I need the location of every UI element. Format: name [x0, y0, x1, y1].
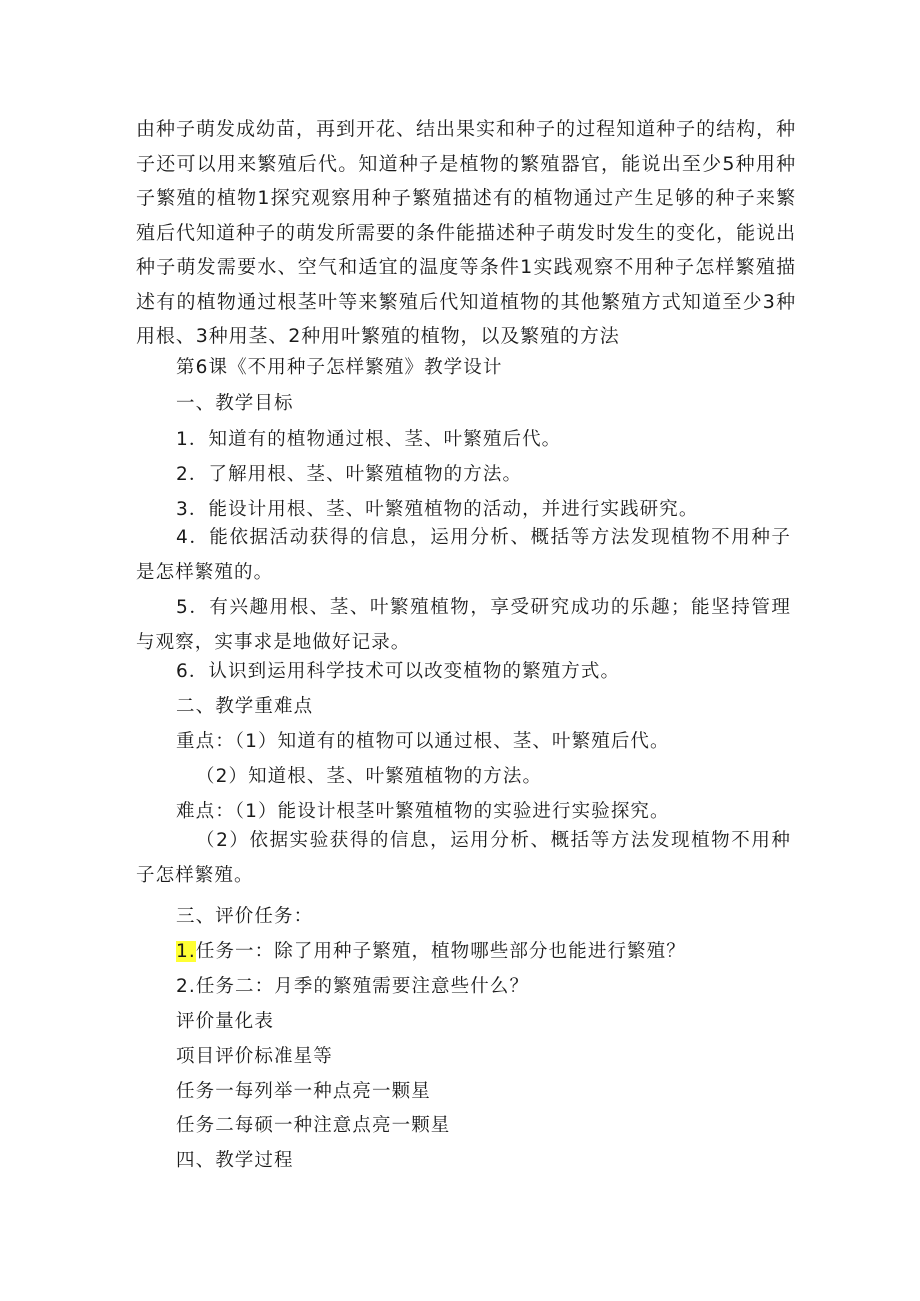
lesson-title: 第6课《不用种子怎样繁殖》教学设计 [176, 357, 503, 378]
evaluation-table-row-2: 任务二每硕一种注意点亮一颗星 [176, 1115, 451, 1136]
objective-item-1: 1．知道有的植物通过根、茎、叶繁殖后代。 [176, 429, 562, 450]
objective-item-2: 2．了解用根、茎、叶繁殖植物的方法。 [176, 464, 523, 485]
evaluation-table-header: 项目评价标准星等 [176, 1046, 333, 1067]
evaluation-table-row-1: 任务一每列举一种点亮一颗星 [176, 1081, 431, 1102]
section-heading-key-points: 二、教学重难点 [176, 696, 314, 717]
highlighted-number: 1. [176, 941, 196, 962]
objective-item-3: 3．能设计用根、茎、叶繁殖植物的活动，并进行实践研究。 [176, 499, 699, 520]
objective-item-5: 5．有兴趣用根、茎、叶繁殖植物，享受研究成功的乐趣；能坚持管理与观察，实事求是地做好记录。 [136, 597, 791, 653]
intro-paragraph: 由种子萌发成幼苗，再到开花、结出果实和种子的过程知道种子的结构，种子还可以用来繁殖后代。知道种子是植物的繁殖器官，能说出至少5种用种子繁殖的植物1探究观察用种子繁殖描述有的植物通过产生足够的种子来繁殖后代知道种子的萌发所需要的条件能描述种子萌发时发生的变化，能说出种子萌发需要水、空气和适宜的温度等条件1实践观察不用种子怎样繁殖描述有的植物通过根茎叶等来繁殖后代知道植物的其他繁殖方式知道至少3种用根、3种用茎、2种用叶繁殖的植物，以及繁殖的方法 [136, 118, 796, 347]
objective-item-6: 6．认识到运用科学技术可以改变植物的繁殖方式。 [176, 661, 621, 682]
evaluation-task-2: 2.任务二：月季的繁殖需要注意些什么？ [176, 976, 530, 997]
key-point-1: 重点：（1）知道有的植物可以通过根、茎、叶繁殖后代。 [176, 731, 670, 752]
evaluation-table-title: 评价量化表 [176, 1011, 275, 1032]
evaluation-task-1 [176, 940, 686, 964]
evaluation-task-1-text: 任务一：除了用种子繁殖，植物哪些部分也能进行繁殖？ [195, 941, 686, 962]
section-heading-objectives: 一、教学目标 [176, 393, 294, 414]
key-point-2: （2）知道根、茎、叶繁殖植物的方法。 [196, 766, 543, 787]
objective-item-4: 4．能依据活动获得的信息，运用分析、概括等方法发现植物不用种子是怎样繁殖的。 [136, 527, 791, 583]
difficulty-2: （2）依据实验获得的信息，运用分析、概括等方法发现植物不用种子怎样繁殖。 [136, 830, 791, 886]
section-heading-evaluation: 三、评价任务： [176, 906, 314, 927]
section-heading-process: 四、教学过程 [176, 1150, 294, 1171]
difficulty-1: 难点：（1）能设计根茎叶繁殖植物的实验进行实验探究。 [176, 801, 670, 822]
